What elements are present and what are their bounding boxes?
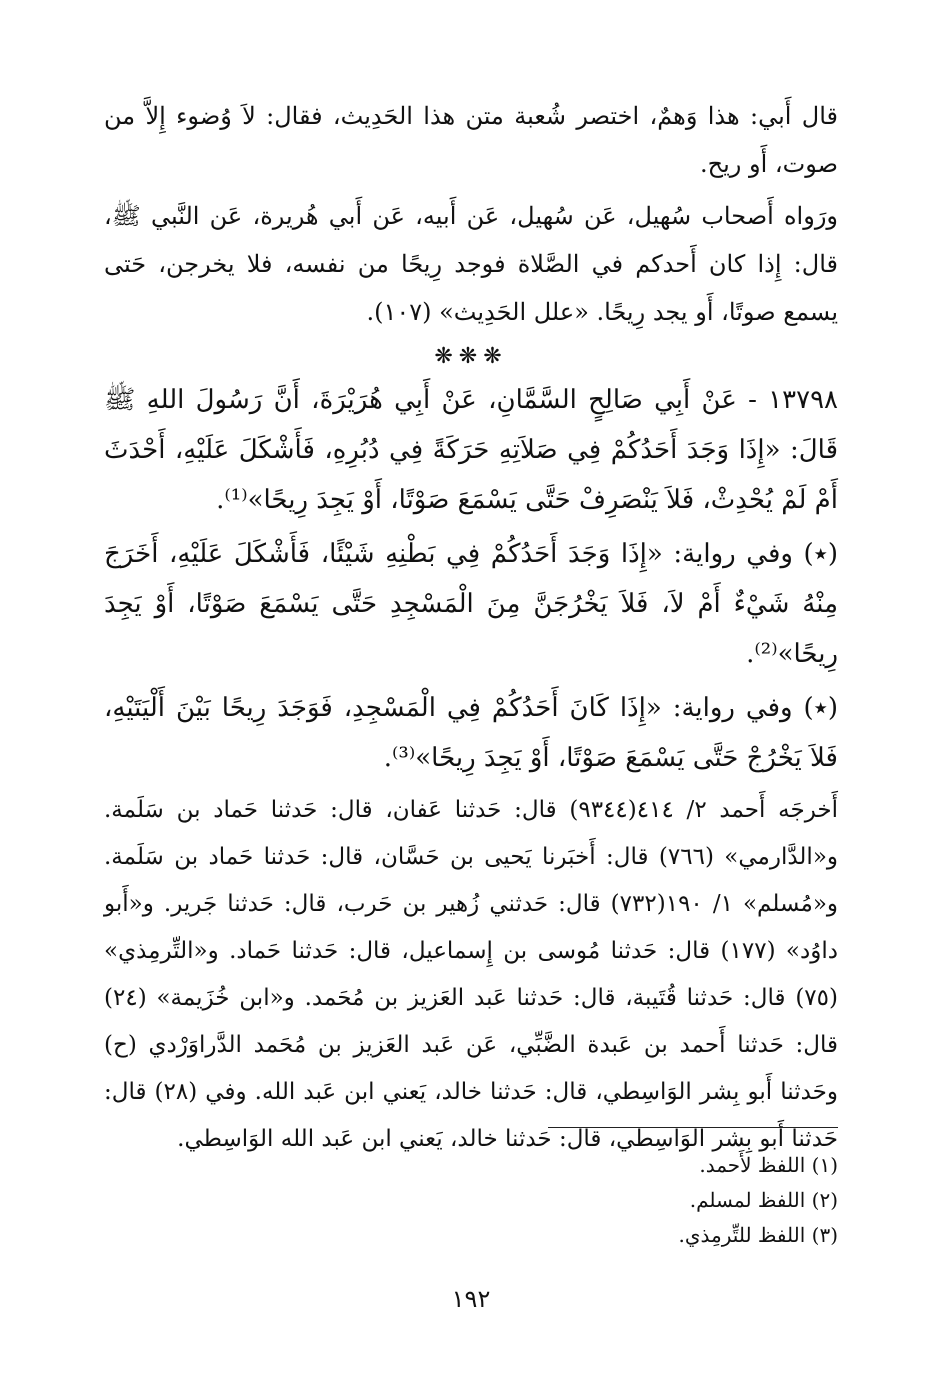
footnotes <box>679 1148 838 1253</box>
commentary-paragraph: ورَواه أَصحاب سُهيل، عَن سُهيل، عَن أَبيه، عَن أَبي هُريرة، عَن النَّبي ﷺ، قال: إِذا كان أَحدكم في الصَّلاة فوجد رِيحًا من نفسه، فلا يخرجن، حَتى يسمع صوتًا، أَو يجد رِيحًا. «علل الحَدِيث» (١٠٧). <box>104 202 838 326</box>
page-number: ١٩٢ <box>451 1285 491 1313</box>
takhrij-paragraph: أَخرجَه أَحمد ٢/ ٤١٤(٩٣٤٤) قال: حَدثنا عَفان، قال: حَدثنا حَماد بن سَلَمة. و«الدَّارمي» (٧٦٦) قال: أَخبَرنا يَحيى بن حَسَّان، قال: حَدثنا حَماد بن سَلَمة. و«مُسلم» ١/ ١٩٠(٧٣٢) قال: حَدثني زُهير بن حَرب، قال: حَدثنا جَرير. و«أَبو داوُد» (١٧٧) قال: حَدثنا مُوسى بن إِسماعيل، قال: حَدثنا حَماد. و«التِّرمِذي» (٧٥) قال: حَدثنا قُتَيبة، قال: حَدثنا عَبد العَزيز بن مُحَمد. و«ابن خُزَيمة» (٢٤) قال: حَدثنا أَحمد بن عَبدة الضَّبِّي، عَن عَبد العَزيز بن مُحَمد الدَّراوَرْدي (ح) وحَدثنا أَبو بِشر الوَاسِطي، قال: حَدثنا خالد، يَعني ابن عَبد الله. وفي (٢٨) قال: حَدثنا أَبو بِشر الوَاسِطي، قال: حَدثنا خالد، يَعني ابن عَبد الله الوَاسِطي. <box>104 797 839 1152</box>
footnote-item: (١) اللفظ لأَحمد. <box>699 1153 838 1177</box>
hadith-variant: (٭) وفي رواية: «إِذَا كَانَ أَحَدُكُمْ فِي الْمَسْجِدِ، فَوَجَدَ رِيحًا بَيْنَ أَلْيَتَيْهِ، فَلاَ يَخْرُجْ حَتَّى يَسْمَعَ صَوْتًا، أَوْ يَجِدَ رِيحًا»⁽³⁾. <box>104 693 838 773</box>
hadith-text: ١٣٧٩٨ - عَنْ أَبِي صَالِحٍ السَّمَّانِ، عَنْ أَبِي هُرَيْرَةَ، أَنَّ رَسُولَ اللهِ ﷺ قَالَ: «إِذَا وَجَدَ أَحَدُكُمْ فِي صَلاَتِهِ حَرَكَةً فِي دُبُرِهِ، فَأَشْكَلَ عَلَيْهِ، أَحْدَثَ أَمْ لَمْ يُحْدِثْ، فَلاَ يَنْصَرِفْ حَتَّى يَسْمَعَ صَوْتًا، أَوْ يَجِدَ رِيحًا»⁽¹⁾. <box>104 385 838 515</box>
section-separator: ❋❋❋ <box>434 344 508 369</box>
hadith-variant: (٭) وفي رواية: «إِذَا وَجَدَ أَحَدُكُمْ فِي بَطْنِهِ شَيْئًا، فَأَشْكَلَ عَلَيْهِ، أَخَرَجَ مِنْهُ شَيْءٌ أَمْ لاَ، فَلاَ يَخْرُجَنَّ مِنَ الْمَسْجِدِ حَتَّى يَسْمَعَ صَوْتًا، أَوْ يَجِدَ رِيحًا»⁽²⁾. <box>104 539 838 669</box>
footnote-divider <box>548 1127 838 1128</box>
footnote-item: (٣) اللفظ للتِّرمِذي. <box>678 1223 838 1247</box>
footnote-item: (٢) اللفظ لمسلم. <box>689 1188 838 1212</box>
commentary-paragraph: قال أَبي: هذا وَهمٌ، اختصر شُعبة متن هذا الحَدِيث، فقال: لاَ وُضوء إِلاَّ من صوت، أَو ريح. <box>104 102 838 178</box>
